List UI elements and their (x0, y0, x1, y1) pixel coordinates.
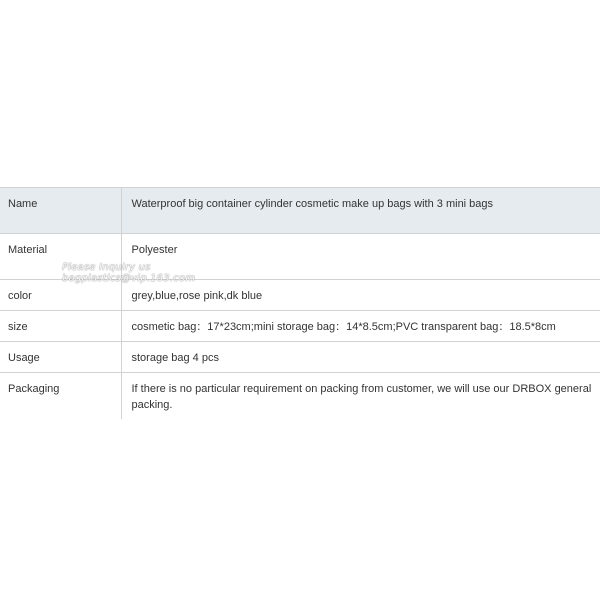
row-label: color (0, 280, 121, 311)
table-row-name (0, 188, 600, 234)
row-value: grey,blue,rose pink,dk blue (121, 280, 600, 311)
product-spec-table (0, 187, 600, 419)
row-value: Polyester (121, 234, 600, 280)
table-row-color (0, 280, 600, 311)
row-value: If there is no particular requirement on packing from customer, we will use our DRBOX general packing. (121, 373, 600, 420)
row-label: Packaging (0, 373, 121, 420)
table-row-material (0, 234, 600, 280)
watermark-line: Please Inquiry us (62, 262, 151, 273)
row-value: Waterproof big container cylinder cosmetic make up bags with 3 mini bags (121, 188, 600, 234)
table-row-packaging (0, 373, 600, 420)
table-row-size (0, 311, 600, 342)
table-row-usage (0, 342, 600, 373)
row-value: storage bag 4 pcs (121, 342, 600, 373)
row-label: Name (0, 188, 121, 234)
row-value: cosmetic bag：17*23cm;mini storage bag：14*8.5cm;PVC transparent bag：18.5*8cm (121, 311, 600, 342)
row-label: Material (0, 234, 121, 280)
row-label: size (0, 311, 121, 342)
row-label: Usage (0, 342, 121, 373)
watermark-email: bagplastics@vip.163.com (62, 273, 196, 284)
